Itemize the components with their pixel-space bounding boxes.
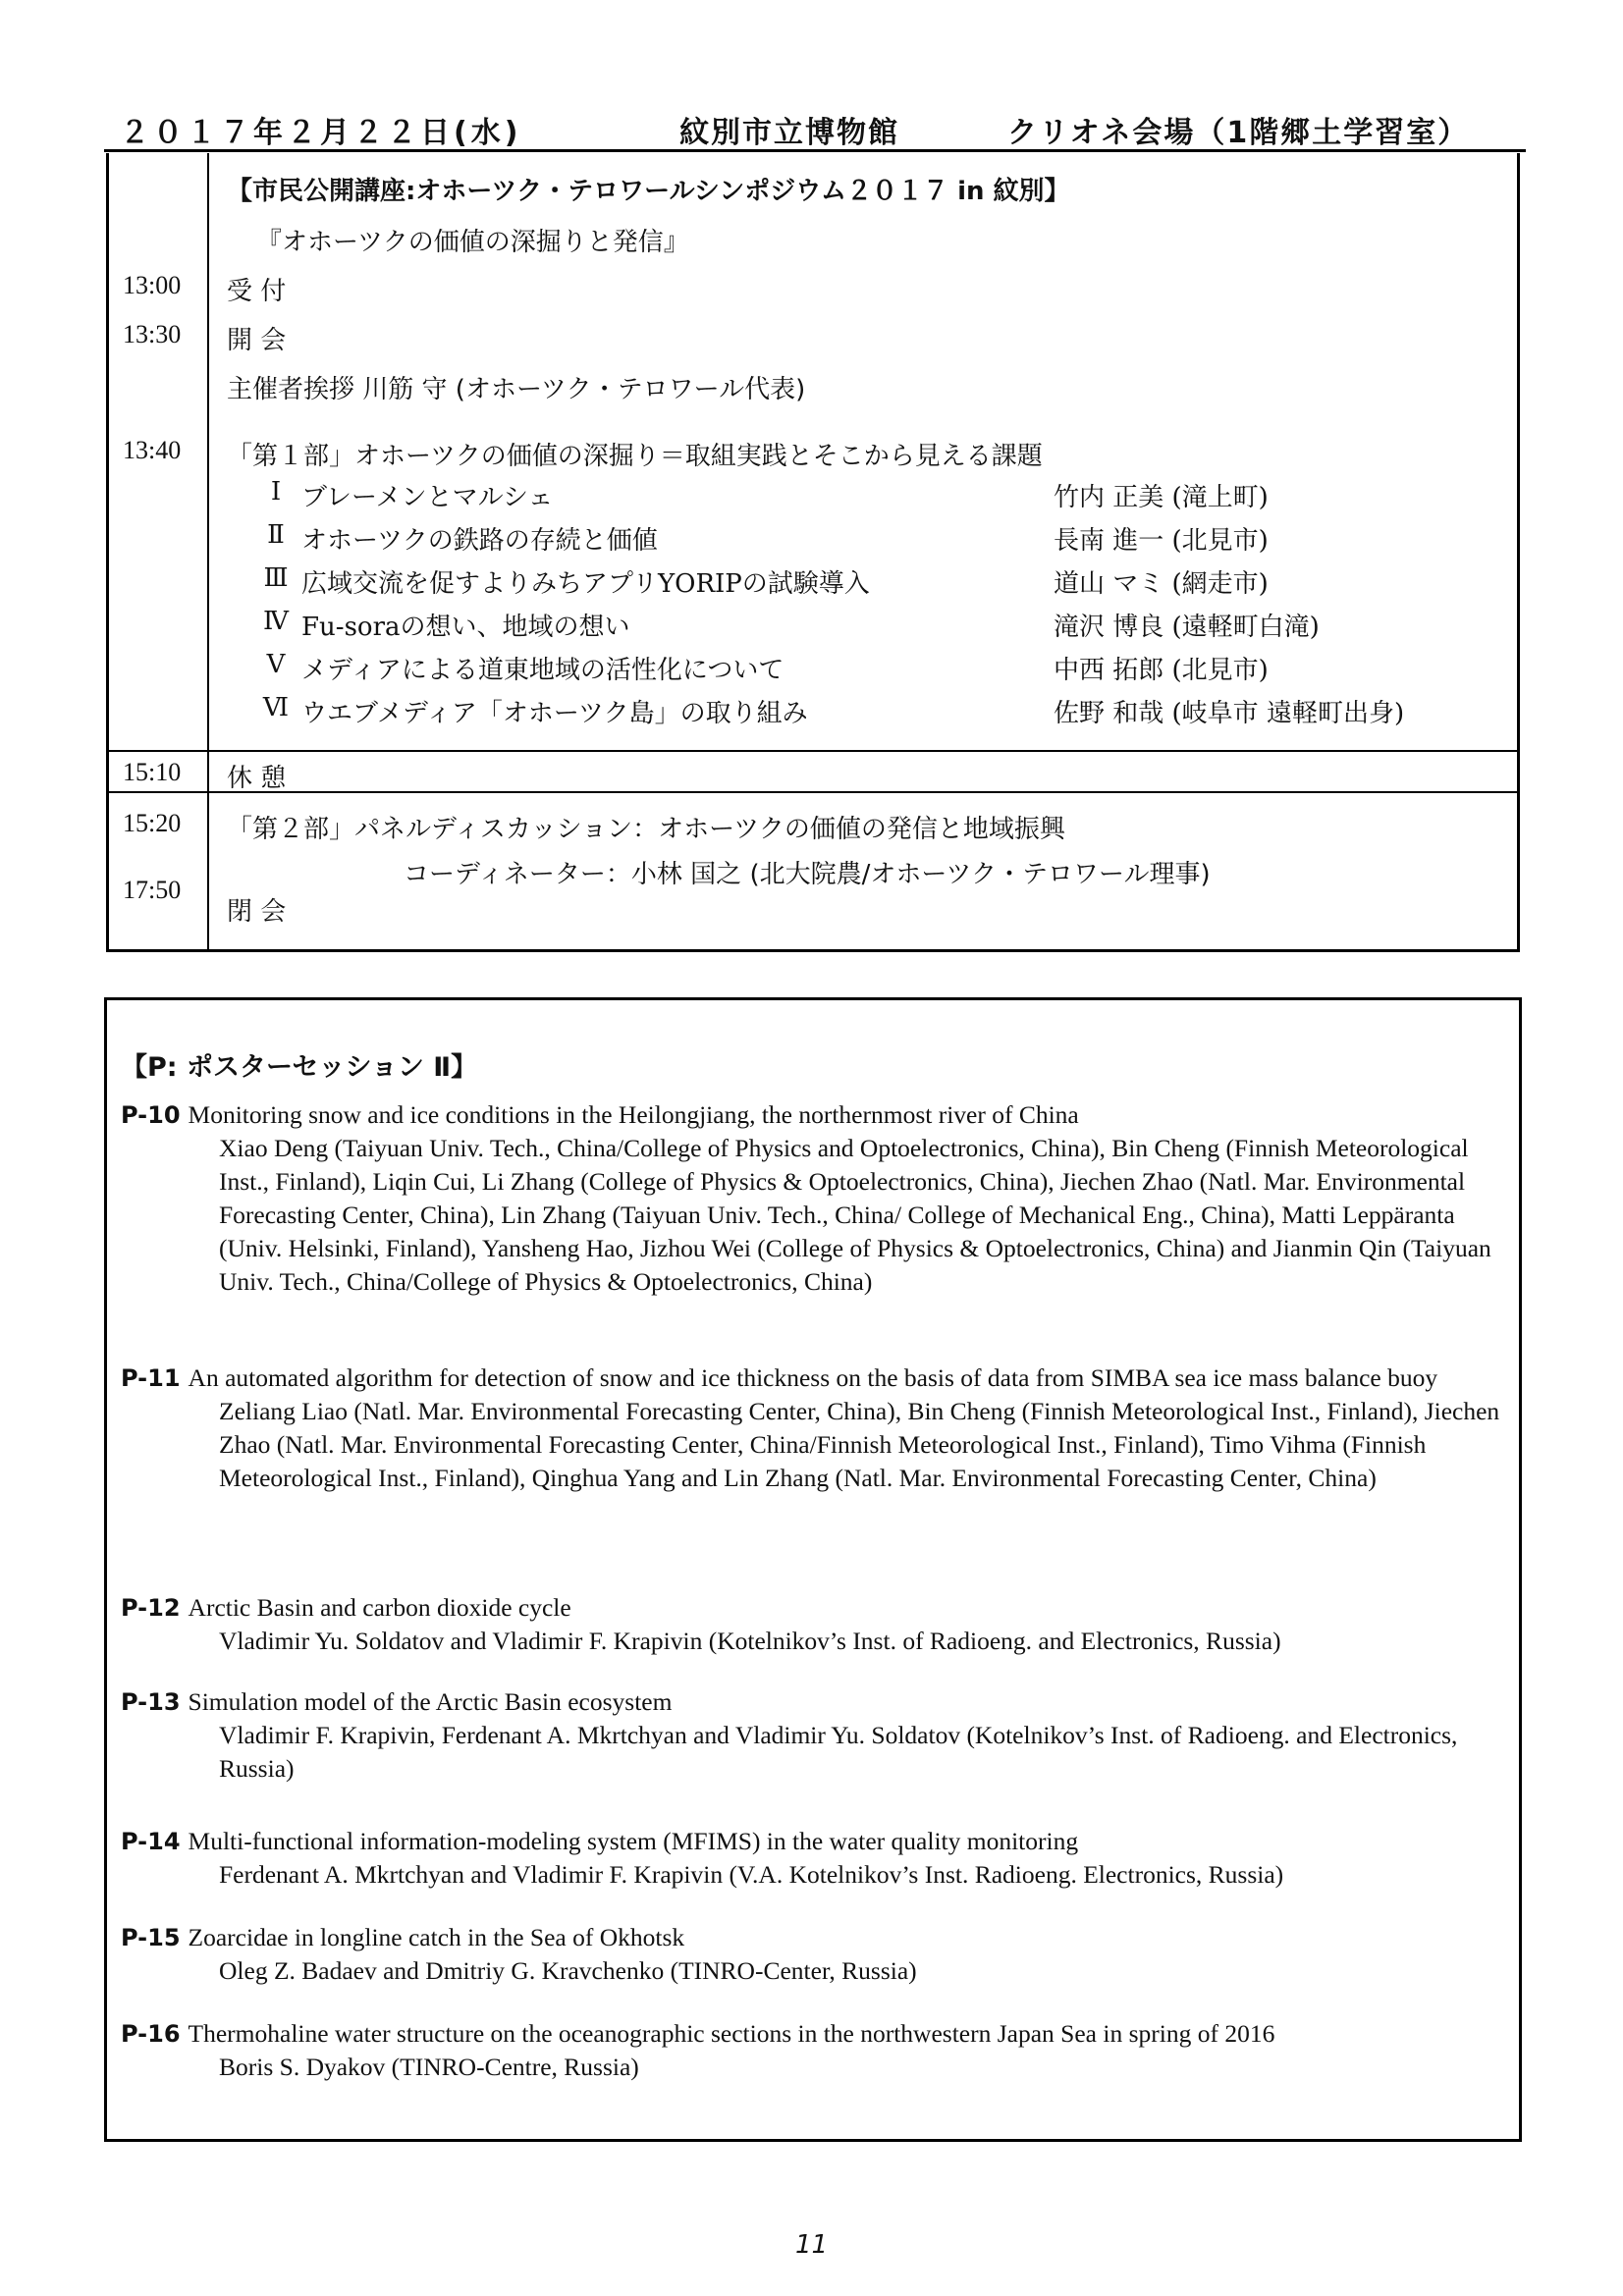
poster-entry <box>121 1362 1505 1495</box>
talk-title: オホーツクの鉄路の存続と価値 <box>301 526 658 556</box>
poster-authors: Ferdenant A. Mkrtchyan and Vladimir F. Krapivin (V.A. Kotelnikov’s Inst. Radioeng. Electronics, Russia) <box>219 1860 1284 1889</box>
poster-code: P-16 <box>121 2020 181 2048</box>
closing-time: 17:50 <box>123 876 182 904</box>
row-divider <box>109 750 1517 752</box>
break-label: 休 憩 <box>227 764 287 793</box>
poster-entry <box>121 1685 1505 1786</box>
talk-title: Fu-soraの想い、地域の想い <box>301 613 630 642</box>
header-venue: 紋別市立博物館 <box>679 116 899 150</box>
poster-title: Arctic Basin and carbon dioxide cycle <box>188 1593 571 1622</box>
poster-authors: Vladimir F. Krapivin, Ferdenant A. Mkrtchyan and Vladimir Yu. Soldatov (Kotelnikov’s Inst. of Radioeng. and Electronics, Russia) <box>219 1721 1458 1783</box>
poster-title: An automated algorithm for detection of snow and ice thickness on the basis of data from SIMBA sea ice mass balance buoy <box>188 1363 1438 1392</box>
talk-number: Ⅲ <box>263 563 289 593</box>
talk-item <box>256 520 1493 556</box>
opening-time: 13:30 <box>123 320 182 348</box>
poster-authors: Boris S. Dyakov (TINRO-Centre, Russia) <box>219 2053 639 2081</box>
poster-entry <box>121 1098 1505 1299</box>
header-rule <box>104 149 1526 152</box>
poster-session-box <box>104 997 1522 2142</box>
talk-number: Ⅱ <box>267 520 285 550</box>
part1-time: 13:40 <box>123 436 182 464</box>
poster-authors: Zeliang Liao (Natl. Mar. Environmental Forecasting Center, China), Bin Cheng (Finnish Meteorological Inst., Finland), Jiechen Zhao (Natl. Mar. Environmental Forecasting Center, China/Finnish Meteorological Inst., Finland), Timo Vihma (Finnish Meteorological Inst., Finland), Qinghua Yang and Lin Zhang (Natl. Mar. Environmental Forecasting Center, China) <box>219 1397 1500 1492</box>
part2-title: 「第２部」パネルディスカッション：オホーツクの価値の発信と地域振興 <box>227 815 1065 844</box>
poster-title: Thermohaline water structure on the oceanographic sections in the northwestern Japan Sea in spring of 2016 <box>188 2019 1275 2048</box>
talk-speaker: 道山 マミ (網走市) <box>1054 569 1269 599</box>
organizer-greeting: 主催者挨拶 川筋 守 (オホーツク・テロワール代表) <box>227 375 806 404</box>
poster-code: P-13 <box>121 1688 181 1716</box>
event-subtitle: 『オホーツクの価値の深掘りと発信』 <box>256 228 689 257</box>
part2-time: 15:20 <box>123 809 182 837</box>
poster-authors: Xiao Deng (Taiyuan Univ. Tech., China/College of Physics and Optoelectronics, China), Bin Cheng (Finnish Meteorological Inst., Finland), Liqin Cui, Li Zhang (College of Physics & Optoelectronics, China), Jiechen Zhao (Natl. Mar. Environmental Forecasting Center, China), Lin Zhang (Taiyuan Univ. Tech., China/ College of Mechanical Eng., China), Matti Leppäranta (Univ. Helsinki, Finland), Yansheng Hao, Jizhou Wei (College of Physics & Optoelectronics, China) and Jianmin Qin (Taiyuan Univ. Tech., China/College of Physics & Optoelectronics, China) <box>219 1134 1491 1296</box>
poster-authors: Vladimir Yu. Soldatov and Vladimir F. Krapivin (Kotelnikov’s Inst. of Radioeng. and Electronics, Russia) <box>219 1627 1281 1655</box>
talk-title: 広域交流を促すよりみちアプリYORIPの試験導入 <box>301 569 870 599</box>
talk-item <box>256 607 1493 642</box>
row-divider <box>109 791 1517 793</box>
poster-code: P-12 <box>121 1594 181 1622</box>
poster-code: P-10 <box>121 1101 181 1129</box>
talk-number: Ⅳ <box>263 607 289 636</box>
closing-label: 閉 会 <box>227 897 287 927</box>
poster-title: Monitoring snow and ice conditions in the Heilongjiang, the northernmost river of China <box>188 1100 1079 1129</box>
page-number: 11 <box>794 2230 829 2260</box>
talk-title: メディアによる道東地域の活性化について <box>301 656 784 685</box>
poster-code: P-15 <box>121 1924 181 1951</box>
poster-title: Zoarcidae in longline catch in the Sea of Okhotsk <box>188 1923 685 1951</box>
talk-title: ブレーメンとマルシェ <box>301 483 554 512</box>
header-room: クリオネ会場（1階郷土学習室） <box>1007 116 1470 150</box>
poster-code: P-14 <box>121 1828 181 1855</box>
talk-speaker: 佐野 和哉 (岐阜市 遠軽町出身) <box>1054 699 1405 728</box>
poster-title: Multi-functional information-modeling system (MFIMS) in the water quality monitoring <box>188 1827 1079 1855</box>
poster-session-title: 【P: ポスターセッション Ⅱ】 <box>121 1052 478 1083</box>
talk-number: Ⅴ <box>266 650 286 679</box>
talk-speaker: 中西 拓郎 (北見市) <box>1054 656 1269 685</box>
poster-entry <box>121 1825 1505 1892</box>
coordinator: コーディネーター：小林 国之 (北大院農/オホーツク・テロワール理事) <box>404 860 1211 889</box>
part1-title: 「第１部」オホーツクの価値の深掘り＝取組実践とそこから見える課題 <box>227 442 1043 471</box>
talk-number: Ⅰ <box>270 477 282 507</box>
talk-speaker: 竹内 正美 (滝上町) <box>1054 483 1269 512</box>
event-title: 【市民公開講座:オホーツク・テロワールシンポジウム２０１７ in 紋別】 <box>227 177 1070 206</box>
poster-entry <box>121 1921 1505 1988</box>
page-header <box>116 108 1520 151</box>
reception-time: 13:00 <box>123 271 182 299</box>
reception-label: 受 付 <box>227 277 287 306</box>
poster-authors: Oleg Z. Badaev and Dmitriy G. Kravchenko (TINRO-Center, Russia) <box>219 1956 917 1985</box>
break-time: 15:10 <box>123 758 182 786</box>
talk-item <box>256 693 1493 728</box>
opening-label: 開 会 <box>227 326 287 355</box>
poster-entry <box>121 1591 1505 1658</box>
talk-item <box>256 477 1493 512</box>
talk-speaker: 長南 進一 (北見市) <box>1054 526 1269 556</box>
talk-number: Ⅵ <box>262 693 290 722</box>
schedule-table <box>106 153 1520 952</box>
talk-title: ウエブメディア「オホーツク島」の取り組み <box>301 699 808 728</box>
poster-entry <box>121 2017 1505 2084</box>
time-column-divider <box>207 153 209 949</box>
poster-title: Simulation model of the Arctic Basin ecosystem <box>188 1687 673 1716</box>
talk-speaker: 滝沢 博良 (遠軽町白滝) <box>1054 613 1320 642</box>
poster-code: P-11 <box>121 1364 181 1392</box>
header-date: ２０１７年２月２２日(水) <box>120 116 522 150</box>
talk-item <box>256 650 1493 685</box>
talk-item <box>256 563 1493 599</box>
